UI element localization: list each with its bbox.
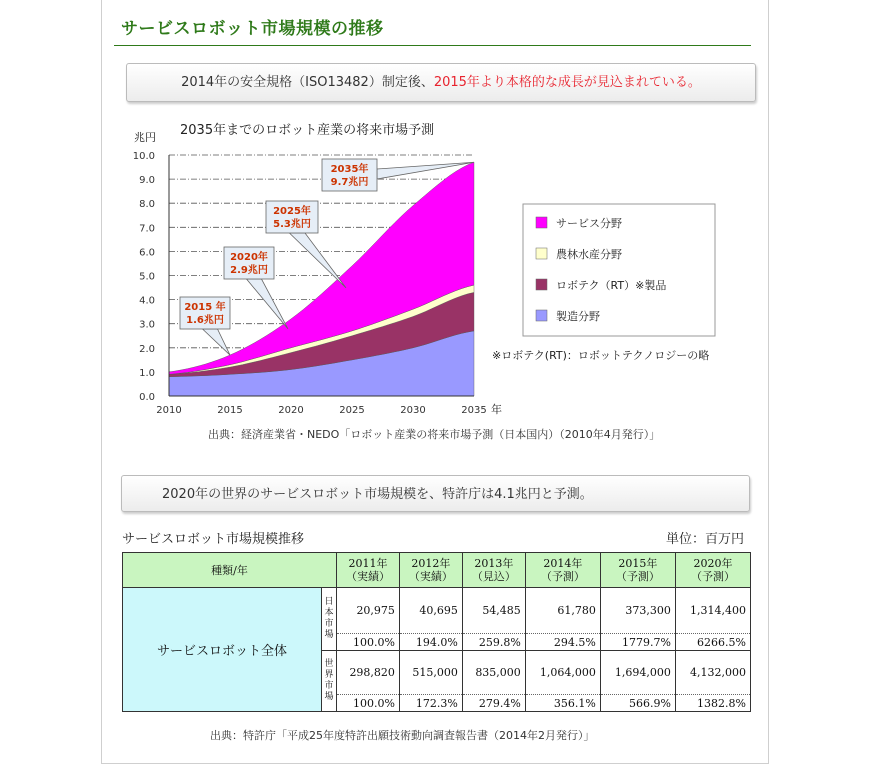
header-category: 種類/年 — [123, 553, 337, 588]
callout-value: 1.6兆円 — [186, 315, 224, 326]
header-year-label: 2012年 — [411, 557, 451, 570]
chart-source: 出典：経済産業省・NEDO「ロボット産業の将来市場予測（日本国内）（2010年4月発行）」 — [208, 428, 661, 441]
table-cell: 259.8% — [462, 634, 525, 651]
callout-year: 2015 年 — [184, 302, 226, 313]
callout-value: 9.7兆円 — [330, 177, 369, 188]
legend-swatch — [536, 310, 547, 321]
legend-swatch — [536, 217, 547, 228]
header-year-label: 2013年 — [474, 557, 514, 570]
callout-pointer — [203, 329, 231, 355]
note-safety-text: 2014年の安全規格（ISO13482）制定後、 — [181, 75, 434, 90]
header-year-status: （予測） — [540, 570, 585, 583]
y-tick-label: 7.0 — [139, 223, 155, 235]
y-tick-label: 9.0 — [139, 175, 155, 187]
header-year-status: （見込） — [471, 570, 516, 583]
table-cell: 100.0% — [337, 634, 400, 651]
y-tick-label: 8.0 — [139, 199, 155, 211]
legend-swatch — [536, 248, 547, 259]
header-year — [399, 553, 462, 588]
table-cell: 279.4% — [462, 695, 525, 712]
header-year — [675, 553, 750, 588]
y-tick-label: 5.0 — [139, 271, 155, 283]
y-tick-label: 3.0 — [139, 319, 155, 331]
table-cell: 835,000 — [462, 651, 525, 695]
note-growth-highlight: 2015年より本格的な成長が見込まれている。 — [433, 75, 701, 90]
callout-value: 2.9兆円 — [230, 265, 268, 276]
table-cell: 1,064,000 — [525, 651, 600, 695]
market-label-text: 世 界 市 場 — [324, 659, 334, 702]
legend-label: サービス分野 — [556, 217, 622, 230]
table-header-row — [123, 553, 751, 588]
header-year — [337, 553, 400, 588]
table-cell: 298,820 — [337, 651, 400, 695]
callout-pointer — [289, 233, 346, 288]
page-title: サービスロボット市場規模の推移 — [121, 19, 384, 39]
table-cell: 4,132,000 — [675, 651, 750, 695]
y-tick-label: 0.0 — [139, 392, 155, 403]
callout-year: 2020年 — [230, 252, 268, 263]
y-tick-label: 2.0 — [139, 343, 155, 355]
legend-label: ロボテク（RT）※製品 — [556, 279, 667, 292]
header-year-label: 2015年 — [618, 557, 658, 570]
header-year — [600, 553, 675, 588]
x-tick-label: 2030 — [400, 405, 426, 416]
header-year-status: （実績） — [408, 570, 453, 583]
table-cell: 100.0% — [337, 695, 400, 712]
table-cell: 515,000 — [399, 651, 462, 695]
table-cell: 566.9% — [600, 695, 675, 712]
market-label-world — [322, 651, 337, 712]
legend-label: 農林水産分野 — [556, 248, 622, 261]
header-year-status: （実績） — [345, 570, 390, 583]
table-cell: 373,300 — [600, 588, 675, 634]
header-year-label: 2020年 — [693, 557, 733, 570]
callout-pointer — [247, 279, 289, 329]
header-year-label: 2011年 — [348, 557, 388, 570]
table-row-japan-values — [123, 588, 751, 634]
market-size-table — [122, 552, 751, 712]
x-tick-label: 2010 — [156, 405, 182, 416]
header-year-status: （予測） — [615, 570, 660, 583]
chart-areas — [169, 162, 474, 396]
table-cell: 356.1% — [525, 695, 600, 712]
table-cell: 1,314,400 — [675, 588, 750, 634]
legend-swatch — [536, 279, 547, 290]
x-tick-label: 2035 — [461, 405, 487, 416]
y-tick-label: 1.0 — [139, 367, 155, 379]
header-year-label: 2014年 — [543, 557, 583, 570]
table-cell: 1382.8% — [675, 695, 750, 712]
legend-label: 製造分野 — [556, 310, 600, 323]
market-label-japan — [322, 588, 337, 651]
header-year-status: （予測） — [690, 570, 735, 583]
market-label-text: 日 本 市 場 — [324, 597, 334, 640]
table-cell: 20,975 — [337, 588, 400, 634]
table-cell: 294.5% — [525, 634, 600, 651]
table-unit: 単位：百万円 — [666, 532, 745, 547]
callout-value: 5.3兆円 — [273, 219, 311, 230]
table-cell: 172.3% — [399, 695, 462, 712]
x-axis-unit: 年 — [491, 403, 502, 416]
table-cell: 194.0% — [399, 634, 462, 651]
table-cell: 6266.5% — [675, 634, 750, 651]
table-cell: 1779.7% — [600, 634, 675, 651]
table-cell: 61,780 — [525, 588, 600, 634]
table-cell: 40,695 — [399, 588, 462, 634]
x-tick-label: 2025 — [339, 405, 365, 416]
note-world-market: 2020年の世界のサービスロボット市場規模を、特許庁は4.1兆円と予測。 — [121, 475, 750, 512]
callout-year: 2035年 — [330, 164, 369, 175]
table-cell: 1,694,000 — [600, 651, 675, 695]
rt-footnote: ※ロボテク(RT)：ロボットテクノロジーの略 — [492, 349, 710, 362]
table-cell: 54,485 — [462, 588, 525, 634]
x-tick-label: 2020 — [278, 405, 304, 416]
y-tick-label: 4.0 — [139, 295, 155, 307]
chart-legend — [523, 204, 715, 336]
category-cell: サービスロボット全体 — [123, 588, 322, 712]
y-tick-label: 10.0 — [132, 151, 155, 162]
chart-title: 2035年までのロボット産業の将来市場予測 — [180, 123, 435, 138]
table-title: サービスロボット市場規模推移 — [122, 532, 305, 547]
callout-year: 2025年 — [273, 206, 311, 217]
y-axis-unit: 兆円 — [134, 131, 156, 144]
header-year — [462, 553, 525, 588]
x-tick-label: 2015 — [217, 405, 243, 416]
header-year — [525, 553, 600, 588]
y-tick-label: 6.0 — [139, 247, 155, 259]
table-source: 出典：特許庁「平成25年度特許出願技術動向調査報告書（2014年2月発行）」 — [210, 729, 595, 742]
